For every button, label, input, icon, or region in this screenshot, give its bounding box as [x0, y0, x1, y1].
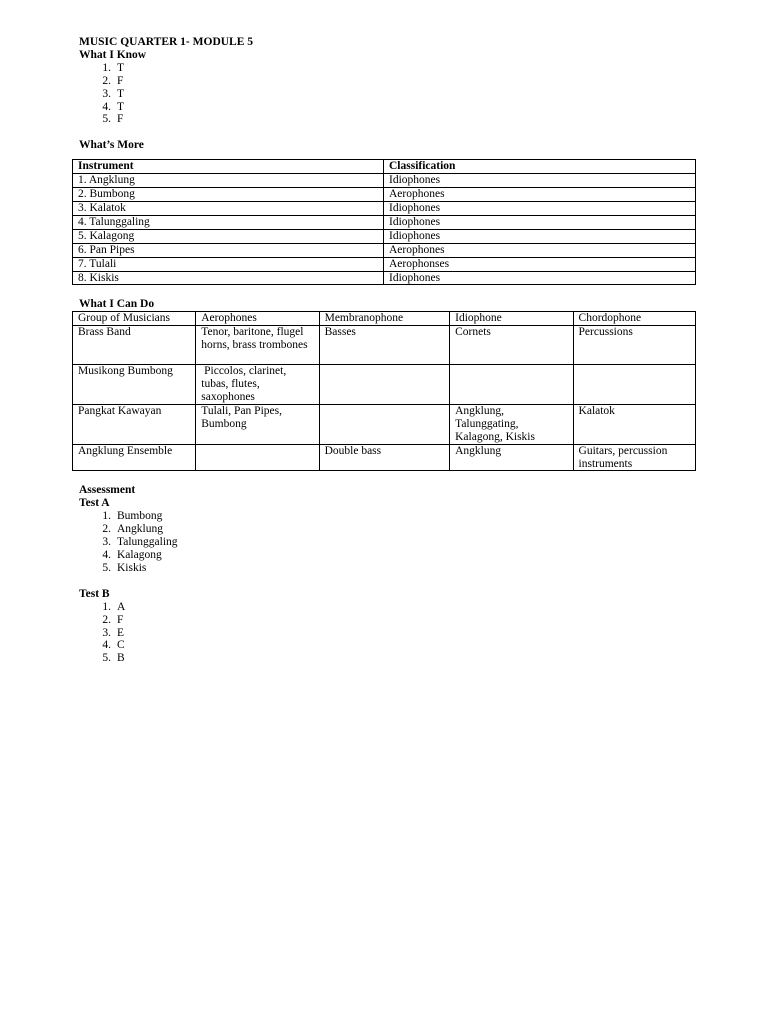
table-cell: Cornets: [450, 326, 573, 365]
list-item: [79, 652, 699, 665]
item-answer: F: [117, 613, 124, 626]
table-cell: [573, 365, 695, 405]
table-cell: Idiophones: [384, 215, 696, 229]
item-answer: Kiskis: [117, 561, 147, 574]
table-row: [73, 188, 696, 202]
table-row: [73, 365, 696, 405]
what-i-can-do-heading: What I Can Do: [79, 298, 155, 311]
table-row: [73, 243, 696, 257]
whats-more-heading: What’s More: [79, 139, 144, 152]
table-cell: Aerophones: [384, 243, 696, 257]
assessment-heading: Assessment: [79, 484, 136, 497]
list-item: [79, 536, 699, 549]
column-header: Group of Musicians: [73, 312, 196, 326]
table-cell: Angklung Ensemble: [73, 444, 196, 471]
list-item: [79, 75, 699, 88]
table-cell: [450, 365, 573, 405]
list-item: [79, 523, 699, 536]
list-item: [79, 614, 699, 627]
table-cell: 6. Pan Pipes: [73, 243, 384, 257]
table-cell: [319, 365, 450, 405]
item-answer: B: [117, 652, 125, 665]
item-number: 2.: [102, 613, 111, 626]
item-number: 3.: [102, 626, 111, 639]
table-cell: Brass Band: [73, 326, 196, 365]
document-title: MUSIC QUARTER 1- MODULE 5: [79, 36, 254, 48]
column-header: Membranophone: [319, 312, 450, 326]
item-answer: Talunggaling: [117, 536, 178, 549]
table-cell: 8. Kiskis: [73, 271, 384, 285]
item-number: 3.: [102, 87, 111, 100]
what-i-know-list: [79, 62, 699, 127]
table-cell: Idiophones: [384, 229, 696, 243]
table-cell: [196, 444, 319, 471]
table-cell: [319, 404, 450, 444]
table-cell: Aerophones: [384, 188, 696, 202]
item-number: 4.: [102, 549, 111, 561]
item-number: 4.: [102, 639, 111, 652]
table-row: [73, 444, 696, 471]
column-header: Chordophone: [573, 312, 695, 326]
list-item: [79, 601, 699, 614]
table-cell: Double bass: [319, 444, 450, 471]
item-number: 4.: [102, 100, 111, 113]
table-cell: Angklung, Talunggating, Kalagong, Kiskis: [450, 404, 573, 444]
table-cell: Idiophones: [384, 271, 696, 285]
list-item: [79, 101, 699, 114]
table-row: [73, 229, 696, 243]
table-cell: Tulali, Pan Pipes, Bumbong: [196, 404, 319, 444]
table-cell: Kalatok: [573, 404, 695, 444]
item-number: 2.: [102, 523, 111, 536]
item-number: 1.: [102, 510, 111, 523]
column-header: Aerophones: [196, 312, 319, 326]
table-cell: Piccolos, clarinet, tubas, flutes, saxophones: [196, 365, 319, 405]
item-answer: F: [117, 113, 124, 126]
table-cell: 1. Angklung: [73, 174, 384, 188]
list-item: [79, 549, 699, 562]
item-number: 1.: [102, 600, 111, 613]
column-header: Instrument: [73, 160, 384, 174]
table-row: [73, 404, 696, 444]
item-number: 5.: [102, 561, 111, 574]
item-answer: F: [117, 74, 124, 87]
item-number: 1.: [102, 61, 111, 74]
table-cell: 3. Kalatok: [73, 201, 384, 215]
table-row: [73, 271, 696, 285]
test-b-heading: Test B: [79, 587, 110, 600]
whats-more-table: [72, 159, 696, 285]
test-a-list: [79, 510, 699, 575]
test-b-list: [79, 601, 699, 666]
table-row: [73, 215, 696, 229]
test-a-heading: Test A: [79, 497, 110, 510]
table-row: [73, 201, 696, 215]
table-cell: Musikong Bumbong: [73, 365, 196, 405]
item-answer: Bumbong: [117, 510, 163, 523]
item-number: 2.: [102, 74, 111, 87]
item-number: 5.: [102, 652, 111, 665]
list-item: [79, 113, 699, 126]
column-header: Idiophone: [450, 312, 573, 326]
what-i-know-heading: What I Know: [79, 48, 147, 61]
table-header-row: [73, 160, 696, 174]
table-row: [73, 174, 696, 188]
table-cell: Basses: [319, 326, 450, 365]
item-answer: E: [117, 626, 125, 639]
item-answer: T: [117, 100, 125, 113]
list-item: [79, 62, 699, 75]
item-answer: Kalagong: [117, 549, 162, 561]
table-cell: Percussions: [573, 326, 695, 365]
column-header: Classification: [384, 160, 696, 174]
table-cell: Idiophones: [384, 201, 696, 215]
item-answer: T: [117, 61, 125, 74]
table-row: [73, 257, 696, 271]
table-cell: Angklung: [450, 444, 573, 471]
table-cell: 4. Talunggaling: [73, 215, 384, 229]
table-cell: Guitars, percussion instruments: [573, 444, 695, 471]
item-number: 5.: [102, 113, 111, 126]
table-cell: Tenor, baritone, flugel horns, brass trombones: [196, 326, 319, 365]
list-item: [79, 627, 699, 640]
item-answer: Angklung: [117, 523, 163, 536]
table-cell: Aerophonses: [384, 257, 696, 271]
table-cell: Idiophones: [384, 174, 696, 188]
table-row: [73, 326, 696, 365]
table-cell: Pangkat Kawayan: [73, 404, 196, 444]
document-page: [79, 36, 699, 665]
item-number: 3.: [102, 536, 111, 549]
table-cell: 2. Bumbong: [73, 188, 384, 202]
table-header-row: [73, 312, 696, 326]
item-answer: A: [117, 600, 126, 613]
what-i-can-do-table: [72, 311, 696, 471]
list-item: [79, 510, 699, 523]
list-item: [79, 639, 699, 652]
item-answer: T: [117, 87, 125, 100]
table-cell: 5. Kalagong: [73, 229, 384, 243]
table-cell: 7. Tulali: [73, 257, 384, 271]
list-item: [79, 562, 699, 575]
item-answer: C: [117, 639, 125, 652]
list-item: [79, 88, 699, 101]
